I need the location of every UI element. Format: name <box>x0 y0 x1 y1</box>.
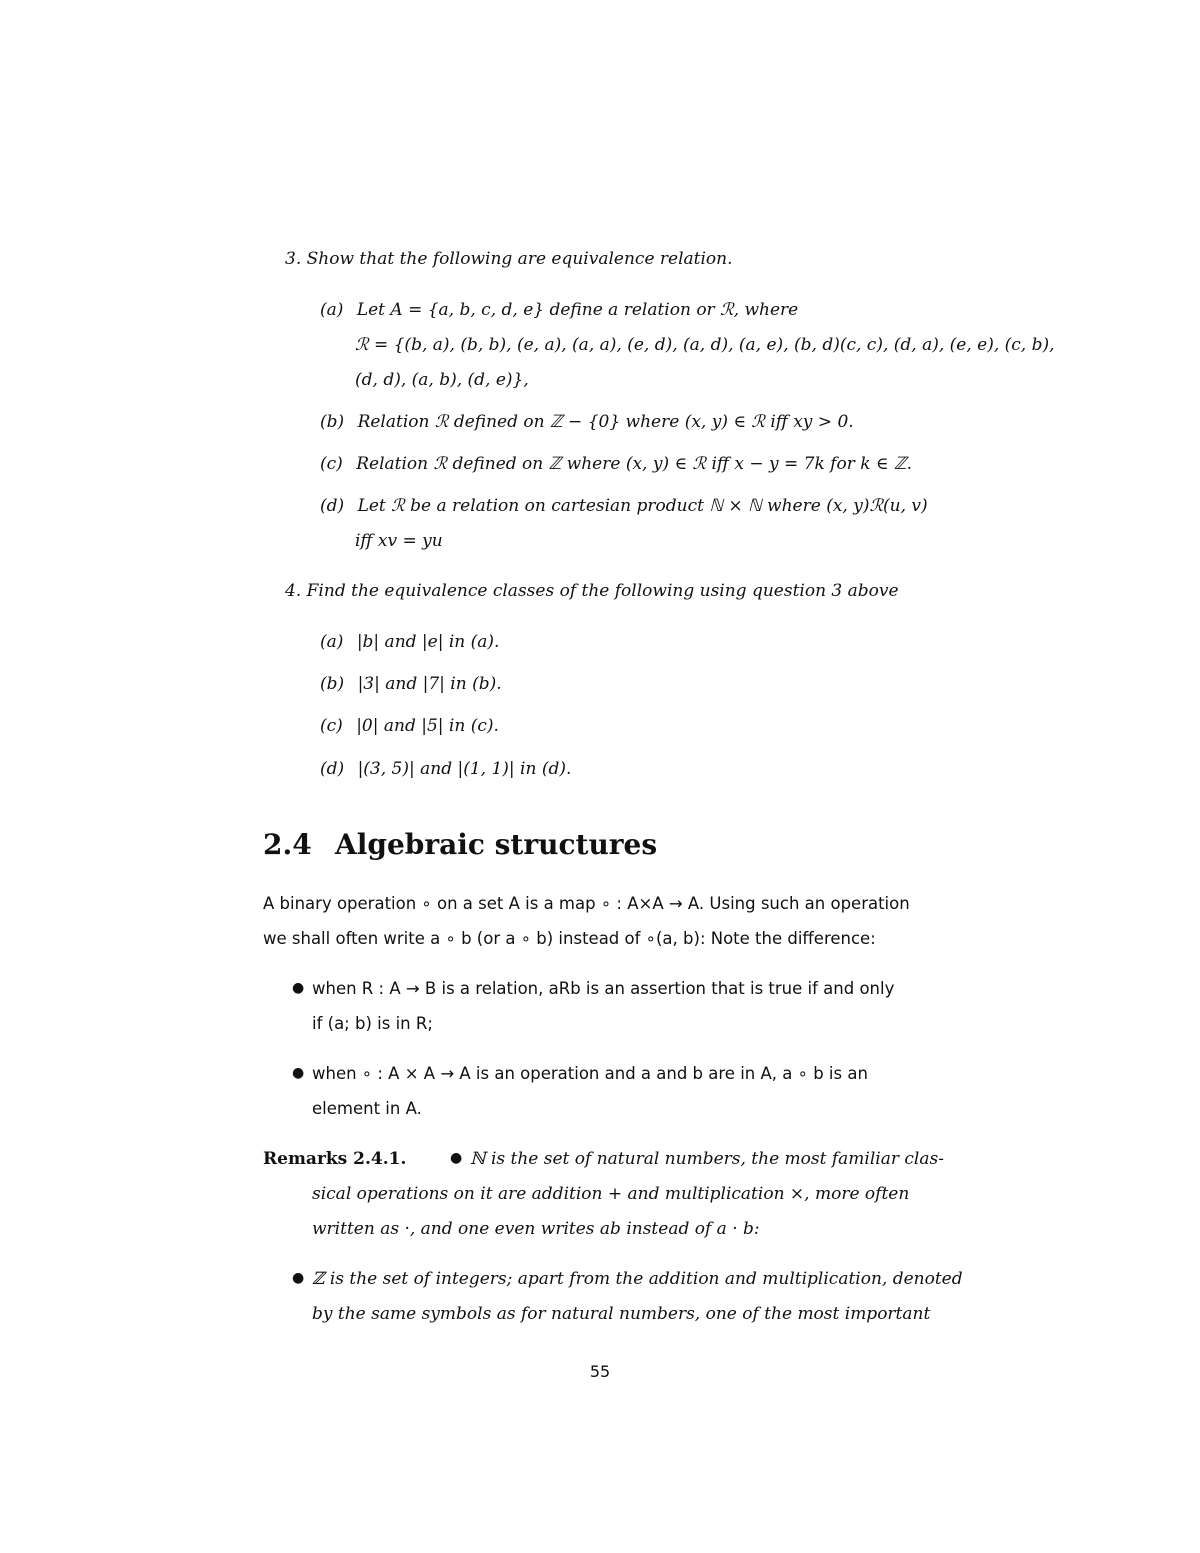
item-text: |b| and |e| in (a). <box>356 632 500 652</box>
q3-item-b <box>320 411 854 433</box>
item-text: Relation ℛ defined on ℤ − {0} where (x, y) ∈ ℛ iff xy > 0. <box>357 412 854 432</box>
item-text: Let A = {a, b, c, d, e} define a relation or ℛ, where <box>356 300 799 320</box>
question-text: Show that the following are equivalence relation. <box>306 249 733 269</box>
item-label: (d) <box>320 496 345 516</box>
remark-1-line-2: sical operations on it are addition + and multiplication ×, more often <box>312 1184 910 1204</box>
bullet-icon: ● <box>292 980 305 996</box>
item-text: Let ℛ be a relation on cartesian product ℕ × ℕ where (x, y)ℛ(u, v) <box>357 496 928 516</box>
q3-item-a-line2: ℛ = {(b, a), (b, b), (e, a), (a, a), (e, d), (a, d), (a, e), (b, d)(c, c), (d, a), (e, e), (c, b), <box>355 335 1055 355</box>
item-text: |0| and |5| in (c). <box>356 716 499 736</box>
remark-2-line-1: ℤ is the set of integers; apart from the addition and multiplication, denoted <box>312 1269 963 1289</box>
q3-item-d-line2: iff xv = yu <box>355 531 443 551</box>
question-number: 3. <box>285 249 302 269</box>
paragraph-line-2: we shall often write a ∘ b (or a ∘ b) instead of ∘(a, b): Note the difference: <box>263 929 876 948</box>
q3-item-d-line1 <box>320 495 928 517</box>
item-text: |3| and |7| in (b). <box>357 674 502 694</box>
question-number: 4. <box>285 581 302 601</box>
bullet-2-line-1: when ∘ : A × A → A is an operation and a and b are in A, a ∘ b is an <box>312 1064 868 1083</box>
item-text: |(3, 5)| and |(1, 1)| in (d). <box>357 759 572 779</box>
item-label: (d) <box>320 759 345 779</box>
bullet-1-line-2: if (a; b) is in R; <box>312 1014 433 1033</box>
item-label: (a) <box>320 300 344 320</box>
q3-item-a-line3: (d, d), (a, b), (d, e)}, <box>355 370 529 390</box>
section-title: Algebraic structures <box>335 828 658 861</box>
q3-item-c <box>320 453 912 475</box>
q4-item-c <box>320 715 499 737</box>
q4-item-a <box>320 631 499 653</box>
remarks-label: Remarks 2.4.1. <box>263 1149 407 1169</box>
question-3 <box>285 248 733 270</box>
section-number: 2.4 <box>263 828 312 861</box>
remark-1-line-3: written as ·, and one even writes ab instead of a · b: <box>312 1219 760 1239</box>
question-4 <box>285 580 899 602</box>
item-label: (b) <box>320 412 345 432</box>
bullet-icon: ● <box>450 1150 463 1166</box>
item-label: (c) <box>320 716 343 736</box>
remark-1-line-1: ℕ is the set of natural numbers, the most familiar clas- <box>470 1149 944 1169</box>
item-label: (c) <box>320 454 343 474</box>
question-text: Find the equivalence classes of the following using question 3 above <box>306 581 899 601</box>
q3-item-a-line1 <box>320 299 798 321</box>
section-heading <box>263 828 657 861</box>
paragraph-line-1: A binary operation ∘ on a set A is a map ∘ : A×A → A. Using such an operation <box>263 894 910 913</box>
q4-item-d <box>320 758 571 780</box>
bullet-icon: ● <box>292 1065 305 1081</box>
bullet-icon: ● <box>292 1270 305 1286</box>
bullet-2-line-2: element in A. <box>312 1099 422 1118</box>
bullet-1-line-1: when R : A → B is a relation, aRb is an assertion that is true if and only <box>312 979 895 998</box>
remark-2-line-2: by the same symbols as for natural numbers, one of the most important <box>312 1304 931 1324</box>
q4-item-b <box>320 673 502 695</box>
item-label: (b) <box>320 674 345 694</box>
page-number: 55 <box>589 1362 611 1381</box>
item-text: Relation ℛ defined on ℤ where (x, y) ∈ ℛ iff x − y = 7k for k ∈ ℤ. <box>356 454 912 474</box>
item-label: (a) <box>320 632 344 652</box>
